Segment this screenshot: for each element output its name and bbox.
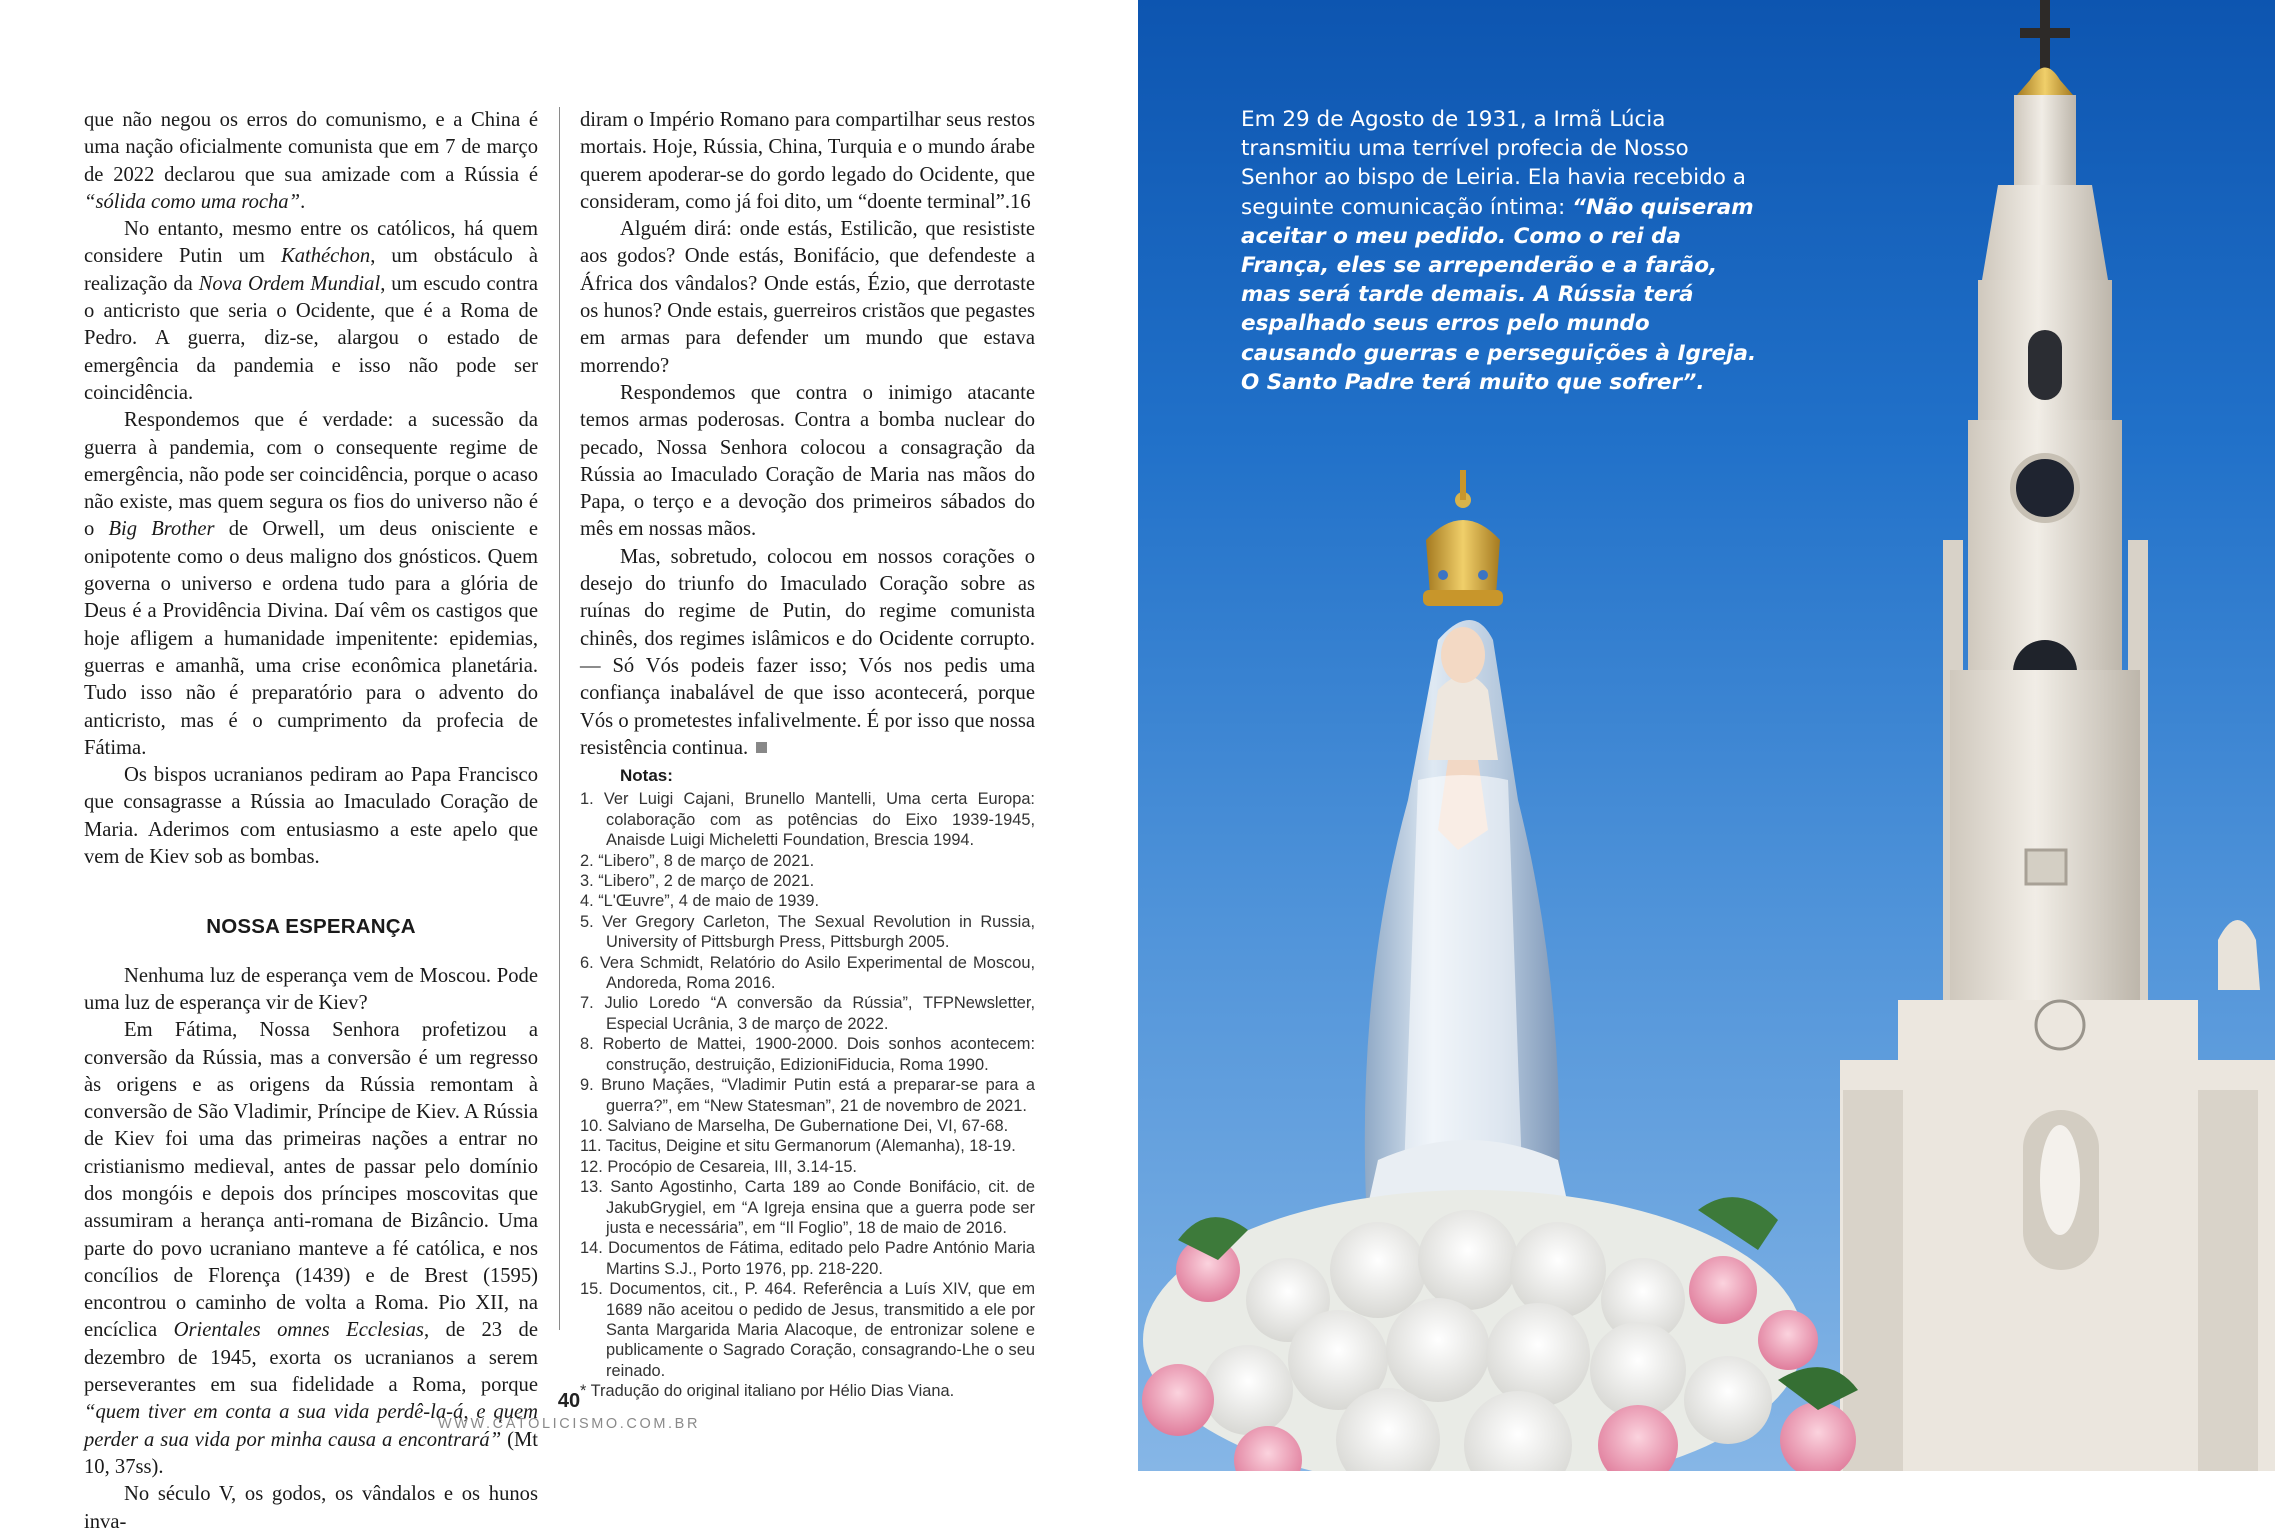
website-url[interactable]: WWW.CATOLICISMO.COM.BR	[437, 1416, 701, 1432]
page-number: 40	[557, 1390, 581, 1412]
section-heading: NOSSA ESPERANÇA	[206, 915, 416, 939]
note-item: 13. Santo Agostinho, Carta 189 ao Conde Bonifácio, cit. de JakubGrygiel, em “A Igreja ensina que a guerra pode ser justa e necessária”, em “Il Foglio”, 18 de maio de 2016.	[580, 1178, 1035, 1237]
text: , um obstáculo à realização da	[84, 245, 538, 295]
note-item: 14. Documentos de Fátima, editado pelo Padre António Maria Martins S.J., Porto 1976, pp. 218-220.	[580, 1239, 1035, 1278]
note-item: 6. Vera Schmidt, Relatório do Asilo Experimental de Moscou, Andoreda, Roma 2016.	[580, 953, 1035, 993]
flower-arrangement	[1142, 1190, 1858, 1471]
italic-term: Nova Ordem Mundial	[198, 272, 381, 295]
text: No entanto, mesmo entre os católicos, há quem considere Putin um	[84, 218, 538, 268]
notes-title: Notas:	[620, 766, 673, 786]
note-item: 1. Ver Luigi Cajani, Brunello Mantelli, Uma certa Europa: colaboração com as potências do Eixo 1939-1945, Anaisde Luigi Micheletti Foundation, Brescia 1994.	[580, 790, 1035, 850]
paragraph: Alguém dirá: onde estás, Estilicão, que resististe aos godos? Onde estás, Bonifácio, que defendeste a África dos vândalos? Onde estás, Ézio, que derrotaste os hunos? Onde estais, guerreiros cristãos que pegastes em armas para defender um mundo que estava morrendo?	[580, 218, 1035, 377]
note-item: 2. “Libero”, 8 de março de 2021.	[580, 851, 815, 870]
text: .	[300, 190, 306, 213]
virgin-mary-statue	[1358, 470, 1578, 1250]
basilica-tower	[1840, 0, 2275, 1471]
italic-term: Big Brother	[108, 518, 215, 541]
left-page	[0, 0, 1138, 1533]
photo-caption	[1241, 105, 1761, 397]
italic-term: Kathéchon	[280, 245, 371, 268]
photo-page	[1138, 0, 2275, 1471]
note-item: 7. Julio Loredo “A conversão da Rússia”, TFPNewsletter, Especial Ucrânia, 3 de março de 2022.	[580, 994, 1035, 1033]
text: Mas, sobretudo, colocou em nossos corações o desejo do triunfo do Imaculado Coração sobre as ruínas do regime de Putin, do regime comunista chinês, dos regimes islâmicos e do Ocidente corrupto. — Só Vós podeis fazer isso; Vós nos pedis uma confiança inabalável de que isso acontecerá, porque Vós o prometestes infalivelmente. É por isso que nossa resistência continua.	[580, 545, 1035, 759]
caption-quote: “Não quiseram aceitar o meu pedido. Como o rei da França, eles se arrependerão e a farão, mas será tarde demais. A Rússia terá espalhado seus erros pelo mundo causando guerras e perseguições à Igreja. O Santo Padre terá muito que sofrer”.	[1241, 194, 1757, 395]
note-item: 15. Documentos, cit., P. 464. Referência a Luís XIV, que em 1689 não aceitou o pedido de Jesus, transmitido a ele por Santa Margarida Maria Alacoque, de entronizar solene e publicamente o Sagrado Coração, consagrando-Lhe o seu reinado.	[580, 1280, 1035, 1380]
text: , de 23 de dezembro de 1945, exorta os ucranianos a serem perseverantes em sua fidelidade a Roma, porque	[84, 1319, 538, 1397]
notes-list	[580, 789, 1035, 1401]
note-item: 12. Procópio de Cesareia, III, 3.14-15.	[580, 1157, 857, 1176]
text-column-1	[84, 107, 538, 1536]
paragraph	[84, 407, 538, 762]
text-column-2	[580, 107, 1035, 1402]
column-divider	[559, 107, 560, 1330]
quote: “quem tiver em conta a sua vida perdê-la-á, e quem perder a sua vida por minha causa a encontrará”	[84, 1401, 538, 1451]
note-item: 4. “L'Œuvre”, 4 de maio de 1939.	[580, 892, 820, 911]
caption-text: Em 29 de Agosto de 1931, a Irmã Lúcia transmitiu uma terrível profecia de Nosso Senhor ao bispo de Leiria. Ela havia recebido a seguinte comunicação íntima:	[1241, 107, 1746, 220]
paragraph: Respondemos que contra o inimigo atacante temos armas poderosas. Contra a bomba nuclear do pecado, Nossa Senhora colocou a consagração da Rússia ao Imaculado Coração de Maria nas mãos do Papa, o terço e a devoção dos primeiros sábados do mês em nossas mãos.	[580, 381, 1035, 541]
quote: “sólida como uma rocha”	[84, 190, 301, 213]
note-item: 11. Tacitus, Deigine et situ Germanorum (Alemanha), 18-19.	[580, 1137, 1016, 1156]
note-item: 9. Bruno Maçães, “Vladimir Putin está a preparar-se para a guerra?”, em “New Statesman”, 21 de novembro de 2021.	[580, 1076, 1035, 1115]
note-item: 10. Salviano de Marselha, De Gubernatione Dei, VI, 67-68.	[580, 1116, 1009, 1135]
paragraph	[84, 107, 538, 216]
note-item: 3. “Libero”, 2 de março de 2021.	[580, 872, 815, 891]
paragraph: No século V, os godos, os vândalos e os hunos inva-	[84, 1483, 538, 1533]
italic-term: Orientales omnes Ecclesias	[173, 1319, 424, 1342]
text: que não negou os erros do comunismo, e a China é uma nação oficialmente comunista que em 7 de março de 2022 declarou que sua amizade com a Rússia é	[84, 109, 538, 186]
text: Respondemos que é verdade: a sucessão da guerra à pandemia, com o consequente regime de emergência, não pode ser coincidência, porque o acaso não existe, mas quem segura os fios do universo não é o	[84, 409, 538, 541]
crown	[1423, 470, 1503, 606]
end-mark-icon	[756, 742, 767, 753]
note-item: 5. Ver Gregory Carleton, The Sexual Revolution in Russia, University of Pittsburgh Press, Pittsburgh 2005.	[580, 912, 1035, 952]
paragraph	[84, 216, 538, 407]
translation-footnote: * Tradução do original italiano por Hélio Dias Viana.	[580, 1382, 955, 1401]
paragraph: Nenhuma luz de esperança vem de Moscou. Pode uma luz de esperança vir de Kiev?	[84, 964, 538, 1014]
paragraph: diram o Império Romano para compartilhar seus restos mortais. Hoje, Rússia, China, Turquia e o mundo árabe querem apoderar-se do gordo legado do Ocidente, que consideram, como já foi dito, um “doente terminal”.16	[580, 109, 1035, 213]
text: (Mt 10, 37ss).	[84, 1428, 539, 1478]
paragraph: Os bispos ucranianos pediram ao Papa Francisco que consagrasse a Rússia ao Imaculado Coração de Maria. Aderimos com entusiasmo a este apelo que vem de Kiev sob as bombas.	[84, 764, 538, 869]
paragraph	[580, 544, 1035, 762]
text: , um escudo contra o anticristo que seria o Ocidente, que é a Roma de Pedro. A guerra, diz-se, alargou o estado de emergência da pandemia e isso não pode ser coincidência.	[84, 272, 538, 404]
note-item: 8. Roberto de Mattei, 1900-2000. Dois sonhos acontecem: construção, destruição, EdizioniFiducia, Roma 1990.	[580, 1035, 1035, 1074]
text: Em Fátima, Nossa Senhora profetizou a conversão da Rússia, mas a conversão é um regresso às origens e as origens da Rússia remontam à conversão de São Vladimir, Príncipe de Kiev. A Rússia de Kiev foi uma das primeiras nações a entrar no cristianismo medieval, antes de passar pelo domínio dos mongóis e depois dos príncipes moscovitas que assumiram a herança anti-romana de Bizâncio. Uma parte do povo ucraniano manteve a fé católica, e nos concílios de Florença (1439) e de Brest (1595) encontrou o caminho de volta a Roma. Pio XII, na encíclica	[84, 1019, 538, 1342]
text: de Orwell, um deus onisciente e onipotente como o deus maligno dos gnósticos. Quem governa o universo e ordena tudo para a glória de Deus é a Providência Divina. Daí vêm os castigos que hoje afligem a humanidade impenitente: epidemias, guerras e amanhã, uma crise econômica planetária. Tudo isso não é preparatório para o advento do anticristo, mas é o cumprimento da profecia de Fátima.	[84, 518, 539, 759]
